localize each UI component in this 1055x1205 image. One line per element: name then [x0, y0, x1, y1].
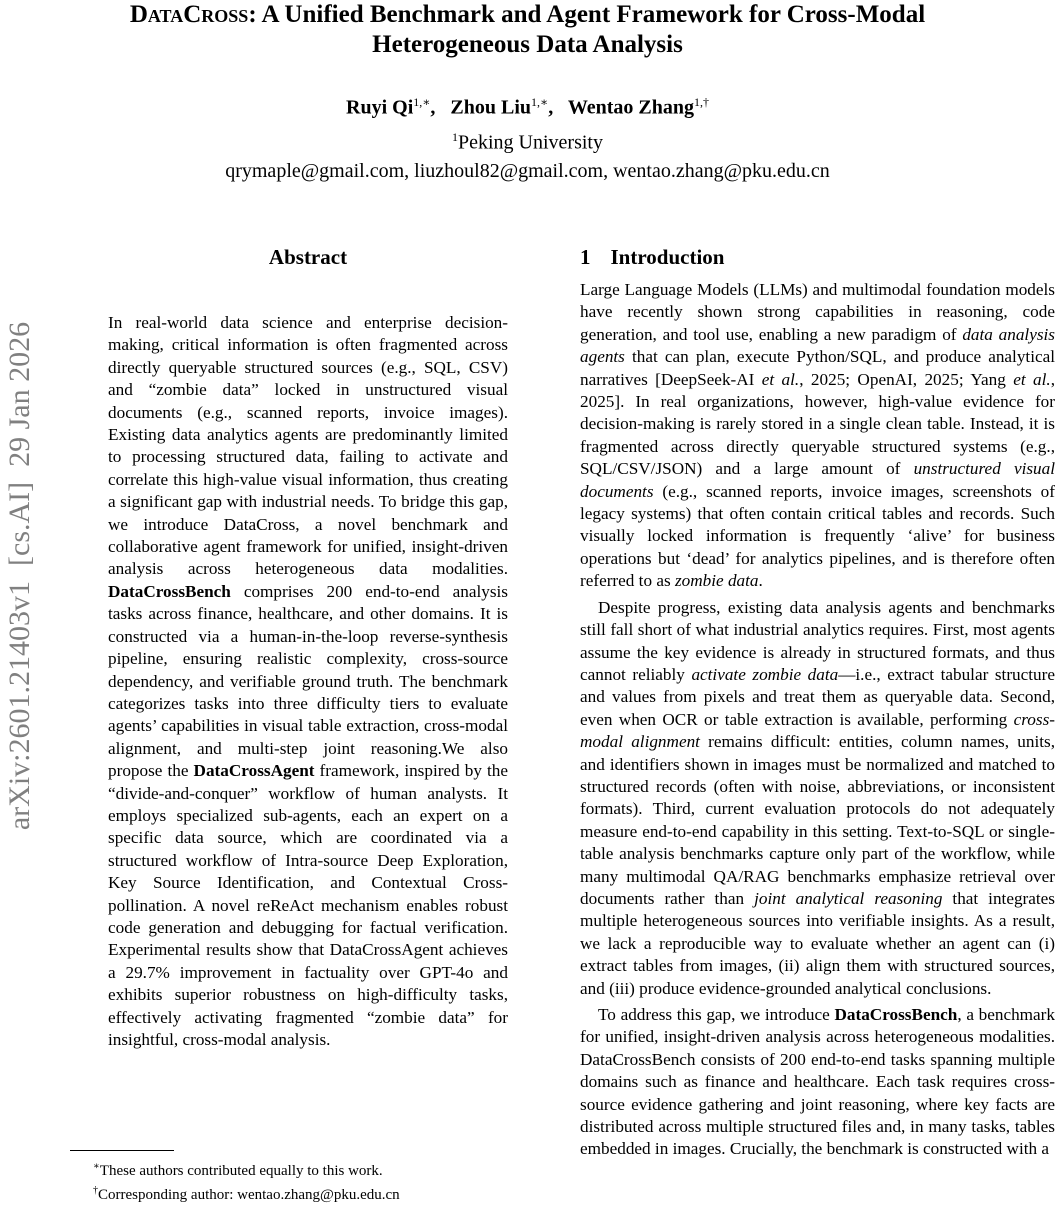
intro-text: , 2025]. In real organizations, however, high-value evidence for decision-making is rarely stored in a single clean table. Instead, it is fragmented across directly queryable structured systems (e.g., SQL/CSV/JSON) and a large amount of	[580, 369, 1055, 479]
arxiv-stamp: arXiv:2601.21403v1 [cs.AI] 29 Jan 2026	[3, 321, 36, 831]
intro-text: .	[758, 571, 763, 591]
author-name: Zhou Liu	[450, 96, 532, 119]
intro-text: , 2025; OpenAI, 2025; Yang	[799, 369, 1014, 389]
author-emails: qrymaple@gmail.com, liuzhoul82@gmail.com, wentao.zhang@pku.edu.cn	[225, 160, 830, 182]
intro-emphasis: joint analytical reasoning	[754, 888, 943, 908]
intro-text: Large Language Models (LLMs) and multimodal foundation models have recently shown strong capabilities in reasoning, code generation, and tool use, enabling a new paradigm of	[580, 280, 1055, 344]
abstract-text: framework, inspired by the “divide-and-conquer” workflow of human analysts. It employs specialized sub-agents, each an expert on a specific data source, which are coordinated via a structured workflow of Intra-source Deep Exploration, Key Source Identification, and Contextual Cross-pollination. A novel reReAct mechanism enables robust code generation and debugging for factual verification. Experimental results show that DataCrossAgent achieves a 29.7% improvement in factuality over GPT-4o and exhibits superior robustness on high-difficulty tasks, effectively activating fragmented “zombie data” for insightful, cross-modal analysis.	[108, 761, 508, 1049]
intro-text: To address this gap, we introduce	[598, 1005, 835, 1024]
introduction-body	[580, 279, 1055, 1161]
title-system-name: DataCross	[129, 1, 249, 28]
intro-text: , a benchmark for unified, insight-driven analysis across heterogeneous modalities. DataCrossBench consists of 200 end-to-end tasks spanning multiple domains such as finance and healthcare. Each task requires cross-source evidence gathering and joint reasoning, where key facts are distributed across multiple structured files and, in many tasks, tables embedded in images. Crucially, the benchmark is constructed with a	[580, 1005, 1055, 1159]
abstract-bold-benchmark: DataCrossBench	[108, 581, 231, 601]
footnotes	[93, 1157, 523, 1205]
author-name: Wentao Zhang	[567, 96, 694, 119]
intro-paragraph-1	[580, 279, 1055, 593]
abstract-body	[108, 312, 508, 1051]
section-number: 1	[580, 245, 591, 269]
intro-emphasis: zombie data	[674, 571, 759, 591]
footnote-mark: ∗	[93, 1161, 100, 1172]
title-line2: Heterogeneous Data Analysis	[372, 31, 683, 58]
intro-paragraph-2	[580, 597, 1055, 1000]
abstract-bold-agent: DataCrossAgent	[193, 761, 315, 781]
intro-emphasis: data analysis agents	[580, 324, 1055, 367]
intro-text: (e.g., scanned reports, invoice images, screenshots of legacy systems) that often contain critical tables and records. Such visually locked information is frequently ‘alive’ for business operations but ‘dead’ for analytics pipelines, and is therefore often referred to as	[580, 481, 1055, 591]
author-name: Ruyi Qi	[346, 96, 414, 119]
abstract-text: In real-world data science and enterprise decision-making, critical information is often fragmented across directly queryable structured sources (e.g., SQL, CSV) and “zombie data” locked in unstructured visual documents (e.g., scanned reports, invoice images). Existing data analytics agents are predominantly limited to processing structured data, failing to activate and correlate this high-value visual information, thus creating a significant gap with industrial needs. To bridge this gap, we introduce DataCross, a novel benchmark and collaborative agent framework for unified, insight-driven analysis across heterogeneous data modalities.	[108, 313, 508, 579]
footnote-item	[93, 1157, 523, 1181]
paper-title	[60, 0, 995, 60]
abstract-text: comprises 200 end-to-end analysis tasks across finance, healthcare, and other domains. It is constructed via a human-in-the-loop reverse-synthesis pipeline, ensuring realistic complexity, cross-source dependency, and verifiable ground truth. The benchmark categorizes tasks into three difficulty tiers to evaluate agents’ capabilities in visual table extraction, cross-modal alignment, and multi-step joint reasoning.We also propose the	[108, 581, 508, 781]
affiliation-mark: 1	[452, 130, 458, 144]
intro-paragraph-3	[580, 1004, 1055, 1161]
author-list: Ruyi $Qi^{1,∗}$, Zhou Liu$^{1,∗}$, Wentao Zhang$^{1,\dagger}$	[346, 95, 709, 119]
author-marks: 1,†	[693, 95, 709, 109]
intro-text: remains difficult: entities, column names, units, and identifiers shown in images must be normalized and matched to structured records (often with noise, abbreviations, or inconsistent formats). Third, current evaluation protocols do not adequately measure end-to-end capability in this setting. Text-to-SQL or single-table analysis benchmarks capture only part of the workflow, while many multimodal QA/RAG benchmarks emphasize retrieval over documents rather than	[580, 732, 1055, 908]
intro-text: Despite progress, existing data analysis agents and benchmarks still fall short of what industrial analytics requires. First, most agents assume the key evidence is already in structured formats, and thus cannot reliably	[580, 597, 1055, 684]
section-heading-introduction	[580, 245, 724, 270]
intro-text: that can plan, execute Python/SQL, and produce analytical narratives [DeepSeek-AI	[580, 347, 1055, 389]
affiliation	[0, 130, 1055, 155]
intro-emphasis: et al.	[761, 369, 800, 389]
footnote-text: Corresponding author: wentao.zhang@pku.edu.cn	[98, 1187, 400, 1203]
intro-emphasis: et al.	[1013, 369, 1051, 389]
footnote-mark: †	[93, 1185, 98, 1196]
affiliation-name: Peking University	[458, 131, 603, 154]
intro-text: that integrates multiple heterogeneous sources into verifiable insights. As a result, we lack a reproducible way to evaluate whether an agent can (i) extract tables from images, (ii) align them with structured sources, and (iii) produce evidence-grounded analytical conclusions.	[580, 888, 1055, 998]
abstract-heading: Abstract	[268, 245, 348, 269]
footnote-item	[93, 1181, 523, 1205]
footnote-text: These authors contributed equally to this work.	[99, 1163, 383, 1179]
author-marks: 1,∗	[413, 95, 431, 109]
title-line1-rest: : A Unified Benchmark and Agent Framework for Cross-Modal	[248, 1, 926, 28]
intro-emphasis: activate zombie data	[691, 664, 839, 684]
section-title: Introduction	[610, 245, 725, 269]
intro-emphasis: unstructured visual documents	[580, 459, 1055, 501]
arxiv-stamp-container	[0, 256, 40, 896]
footnote-divider	[70, 1150, 174, 1151]
author-marks: 1,∗	[531, 95, 549, 109]
intro-text: —i.e., extract tabular structure and values from pixels and treat them as queryable data. Second, even when OCR or table extraction is available, performing	[580, 664, 1055, 729]
intro-emphasis: cross-modal alignment	[580, 709, 1055, 752]
intro-bold-benchmark: DataCrossBench	[834, 1005, 958, 1024]
